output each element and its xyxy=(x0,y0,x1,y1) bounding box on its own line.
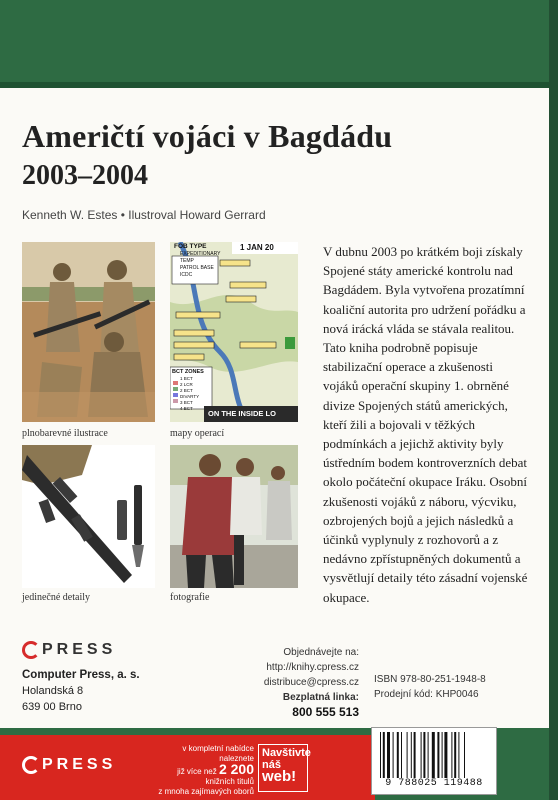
thumbnail-caption: mapy operací xyxy=(170,428,225,439)
visit-line-3: web! xyxy=(262,768,297,785)
barcode-bar xyxy=(411,732,412,778)
thumbnail-photography xyxy=(170,445,298,588)
barcode-bar xyxy=(421,732,422,778)
map-date: 1 JAN 20 xyxy=(240,243,274,252)
publisher-city: 639 00 Brno xyxy=(22,701,82,713)
barcode-bar xyxy=(387,732,390,778)
book-title: Američtí vojáci v Bagdádu xyxy=(22,118,393,154)
barcode-number: 9 788025 119488 xyxy=(385,778,483,789)
footer-logo-text: PRESS xyxy=(42,756,117,773)
map-units-list xyxy=(180,376,199,412)
visit-line-1: Navštivte xyxy=(262,747,311,759)
promo-suffix: knižních titulů xyxy=(205,777,254,786)
isbn-block xyxy=(374,672,486,702)
cpress-c-icon xyxy=(22,641,40,659)
promo-line-2 xyxy=(156,761,254,787)
barcode-bar xyxy=(451,732,452,778)
footer-cpress-logo xyxy=(22,756,116,774)
map-legend-item: EXPEDITIONARY xyxy=(180,251,221,257)
barcode-bar xyxy=(393,732,394,778)
thumbnail-caption: jedinečné detaily xyxy=(22,592,91,603)
barcode-bar xyxy=(423,732,425,778)
map-unit: 3 BCT xyxy=(180,400,193,405)
isbn-number: ISBN 978-80-251-1948-8 xyxy=(374,674,486,685)
barcode-bar xyxy=(442,732,443,778)
barcode-bar xyxy=(428,732,429,778)
map-unit: 4 BCT xyxy=(180,406,193,411)
barcode-bar xyxy=(397,732,399,778)
street-photo xyxy=(170,445,298,588)
barcode-bar xyxy=(383,732,385,778)
promo-text xyxy=(156,744,254,797)
barcode-bar xyxy=(458,732,459,778)
free-line-label: Bezplatná linka: xyxy=(282,692,359,703)
promo-number: 2 200 xyxy=(218,761,254,777)
promo-line-3: z mnoha zajímavých oborů xyxy=(158,787,254,796)
barcode-bar xyxy=(464,732,465,778)
order-label: Objednávejte na: xyxy=(283,647,359,658)
barcode-bars xyxy=(378,732,490,778)
promo-line-1: v kompletní nabídce naleznete xyxy=(182,744,254,763)
book-description: V dubnu 2003 po krátkém boji získaly Spojené státy americké kontrolu nad Bagdádem. Byla vytvořena prozatímní koaliční autorita pro udržení pořádku a nová irácká vláda se stávala realitou. Tato kniha podrobně popisuje stabilizační operace a zkušenosti vojáků operační skupiny 1. obrněné divize Spojených států amerických, kteří žili a bojovali v těžkých podmínkách a jejichž aktivity byly ústředním bodem kontroverzních debat okolo počáteční okupace Iráku. Osobní zkušenosti vojáků z náboru, výcviku, ozbrojených bojů a jejich následků a účinků vyplynuly z rozhovorů a z nedávno zpřístupněných dokumentů a vysvětlují detaily této zásadní vojenské okupace. xyxy=(323,244,528,605)
cpress-c-icon xyxy=(22,756,40,774)
book-years: 2003–2004 xyxy=(22,160,148,191)
barcode-bar xyxy=(414,732,416,778)
logo-text: PRESS xyxy=(42,641,117,658)
publisher-address xyxy=(22,667,140,715)
visit-line-2: náš xyxy=(262,759,281,771)
barcode xyxy=(371,727,497,795)
barcode-bar xyxy=(437,732,439,778)
publisher-street: Holandská 8 xyxy=(22,685,84,697)
barcode-bar xyxy=(407,732,408,778)
map-unit: DIVARTY xyxy=(180,394,200,399)
barcode-bar xyxy=(401,732,402,778)
map-unit: 2 BCT xyxy=(180,388,193,393)
soldiers-illustration xyxy=(22,242,155,422)
visit-web-badge[interactable] xyxy=(258,744,311,792)
promo-prefix: již více než xyxy=(177,767,217,776)
map-legend-item: ICDC xyxy=(180,272,193,278)
cpress-logo xyxy=(22,641,116,659)
thumbnail-details xyxy=(22,445,155,588)
map-legend-item: PATROL BASE xyxy=(180,265,214,271)
map-unit: 2 LCR xyxy=(180,382,193,387)
map-legend-items xyxy=(180,251,220,279)
byline: Kenneth W. Estes • Ilustroval Howard Gerrard xyxy=(22,208,266,222)
free-line-phone: 800 555 513 xyxy=(292,705,359,719)
top-green-band xyxy=(0,0,558,88)
order-email-link[interactable]: distribuce@cpress.cz xyxy=(263,677,359,688)
sales-code: Prodejní kód: KHP0046 xyxy=(374,689,479,700)
map-legend-title: FOB TYPE xyxy=(174,243,207,250)
thumbnail-caption: fotografie xyxy=(170,592,210,603)
thumbnail-operations-map xyxy=(170,242,298,422)
thumbnail-caption: plnobarevné ilustrace xyxy=(22,428,108,439)
barcode-bar xyxy=(432,732,435,778)
publisher-name: Computer Press, a. s. xyxy=(22,669,140,681)
barcode-bar xyxy=(454,732,456,778)
rifle-detail-illustration xyxy=(22,445,155,588)
order-info xyxy=(264,645,359,720)
map-banner: ON THE INSIDE LO xyxy=(208,409,276,418)
barcode-bar xyxy=(444,732,447,778)
thumbnail-color-illustration xyxy=(22,242,155,422)
spine-edge xyxy=(549,0,558,800)
map-legend-item: TEMP xyxy=(180,258,194,264)
map-units-title: BCT ZONES xyxy=(172,369,204,375)
barcode-bar xyxy=(380,732,381,778)
map-unit: 1 BCT xyxy=(180,376,193,381)
order-web-link[interactable]: http://knihy.cpress.cz xyxy=(266,662,359,673)
